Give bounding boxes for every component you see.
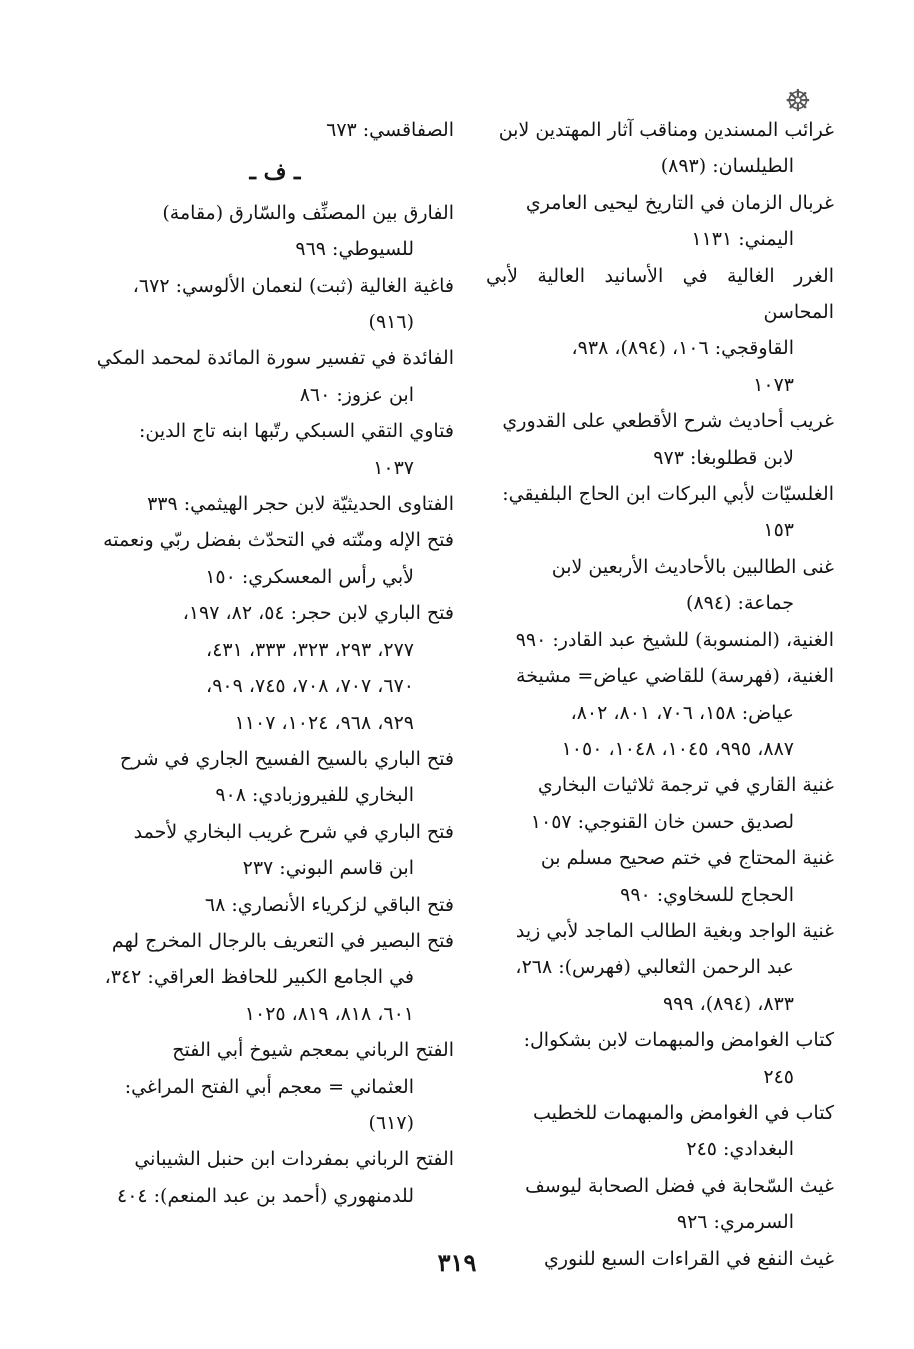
index-entry: [96, 340, 454, 413]
entry-continuation-line: عبد الرحمن الثعالبي (فهرس): ٢٦٨،: [515, 956, 794, 979]
index-entry: [96, 1032, 454, 1141]
entry-title-line: غيث النفع في القراءات السبع للنوري: [543, 1247, 834, 1270]
entry-continuation-line: ٦٧٠، ٧٠٧، ٧٠٨، ٧٤٥، ٩٠٩،: [206, 675, 414, 698]
entry-continuation-line: جماعة: (٨٩٤): [686, 592, 794, 615]
entry-title-line: فتح الباري بالسيح الفسيح الجاري في شرح: [119, 747, 454, 770]
entry-title-line: الفتح الرباني بمفردات ابن حنبل الشيباني: [134, 1148, 454, 1171]
entry-continuation-line: ٢٧٧، ٢٩٣، ٣٢٣، ٣٣٣، ٤٣١،: [206, 638, 414, 661]
entry-title-line: غرائب المسندين ومناقب آثار المهتدين لابن: [498, 119, 834, 141]
index-entry: [96, 268, 454, 341]
entry-title-line: الفتح الرباني بمعجم شيوخ أبي الفتح: [172, 1039, 454, 1062]
entry-continuation-line: ٢٤٥: [763, 1065, 794, 1088]
entry-title-line: الصفاقسي: ٦٧٣: [326, 119, 454, 141]
entry-title-line: الفائدة في تفسير سورة المائدة لمحمد المكي: [96, 347, 454, 370]
entry-continuation-line: لابن قطلوبغا: ٩٧٣: [653, 446, 794, 469]
entry-continuation-line: البخاري للفيروزبادي: ٩٠٨: [215, 784, 414, 807]
entry-continuation-line: ابن عزوز: ٨٦٠: [299, 383, 414, 406]
entry-continuation-line: ٨٨٧، ٩٩٥، ١٠٤٥، ١٠٤٨، ١٠٥٠: [561, 737, 794, 760]
index-entry: [486, 913, 834, 1022]
entry-continuation-line: ١٠٣٧: [373, 456, 414, 479]
index-entry: [486, 258, 834, 404]
entry-continuation-line: البغدادي: ٢٤٥: [686, 1138, 794, 1161]
entry-continuation-line: ٩٢٩، ٩٦٨، ١٠٢٤، ١١٠٧: [234, 711, 414, 734]
index-entry: [486, 476, 834, 549]
right-column: [486, 112, 834, 1277]
entry-title-line: غنية القاري في ترجمة ثلاثيات البخاري: [537, 774, 834, 797]
entry-continuation-line: (٦١٧): [368, 1111, 414, 1134]
entry-continuation-line: اليمني: ١١٣١: [691, 228, 794, 251]
index-entry: [96, 413, 454, 486]
index-entry: [486, 767, 834, 840]
entry-continuation-line: للدمنهوري (أحمد بن عبد المنعم): ٤٠٤: [116, 1184, 414, 1207]
index-entry: [96, 1141, 454, 1214]
letter-heading: ـ ف ـ: [249, 159, 301, 186]
entry-continuation-line: للسيوطي: ٩٦٩: [295, 238, 414, 261]
entry-title-line: كتاب في الغوامض والمبهمات للخطيب: [532, 1101, 834, 1124]
index-entry: [486, 1095, 834, 1168]
index-entry: [486, 112, 834, 185]
entry-title-line: الغنية، (فهرسة) للقاضي عياض= مشيخة: [516, 665, 834, 688]
entry-title-line: غنية الواجد وبغية الطالب الماجد لأبي زيد: [515, 919, 834, 942]
entry-continuation-line: الطيلسان: (٨٩٣): [660, 155, 794, 178]
entry-continuation-line: ٨٣٣، (٨٩٤)، ٩٩٩: [662, 992, 794, 1015]
entry-continuation-line: ٦٠١، ٨١٨، ٨١٩، ١٠٢٥: [244, 1002, 414, 1025]
index-entry: [486, 549, 834, 622]
entry-continuation-line: ١٥٣: [763, 519, 794, 542]
entry-continuation-line: لصديق حسن خان القنوجي: ١٠٥٧: [530, 810, 794, 833]
entry-title-line: فاغية الغالية (ثبت) لنعمان الألوسي: ٦٧٢،: [132, 274, 454, 297]
entry-title-line: غنى الطالبين بالأحاديث الأربعين لابن: [551, 555, 834, 578]
entry-title-line: كتاب الغوامض والمبهمات لابن بشكوال:: [523, 1029, 834, 1052]
index-entry: [96, 486, 454, 522]
index-entry: [486, 1022, 834, 1095]
entry-continuation-line: لأبي رأس المعسكري: ١٥٠: [205, 565, 414, 588]
index-entry: [96, 887, 454, 923]
entry-continuation-line: العثماني = معجم أبي الفتح المراغي:: [124, 1075, 414, 1098]
index-entry: [96, 814, 454, 887]
entry-title-line: غربال الزمان في التاريخ ليحيى العامري: [525, 191, 834, 214]
index-entry: [96, 923, 454, 1032]
entry-title-line: فتح الباري لابن حجر: ٥٤، ٨٢، ١٩٧،: [182, 602, 454, 625]
index-entry: [96, 595, 454, 741]
entry-title-line: فتح الإله ومنّته في التحدّث بفضل ربّي ونعمته: [103, 529, 454, 552]
index-entry: [486, 658, 834, 767]
entry-continuation-line: ابن قاسم البوني: ٢٣٧: [242, 857, 414, 880]
entry-continuation-line: ١٠٧٣: [753, 373, 794, 396]
entry-title-line: الغنية، (المنسوبة) للشيخ عبد القادر: ٩٩٠: [515, 628, 834, 651]
entry-title-line: غيث السّحابة في فضل الصحابة ليوسف: [525, 1174, 834, 1197]
entry-continuation-line: في الجامع الكبير للحافظ العراقي: ٣٤٢،: [104, 966, 414, 989]
entry-title-line: الغرر الغالية في الأسانيد العالية لأبي المحاسن: [486, 264, 834, 324]
index-entry: [96, 522, 454, 595]
entry-title-line: الغلسيّات لأبي البركات ابن الحاج البلفيقي:: [502, 483, 834, 506]
entry-title-line: غريب أحاديث شرح الأقطعي على القدوري: [502, 410, 834, 433]
entry-title-line: فتح الباقي لزكرياء الأنصاري: ٦٨: [204, 893, 454, 916]
entry-title-line: الفارق بين المصنِّف والسّارق (مقامة): [162, 201, 454, 224]
entry-title-line: فتح الباري في شرح غريب البخاري لأحمد: [133, 820, 454, 843]
index-entry: [486, 622, 834, 658]
entry-title-line: فتاوي التقي السبكي رتّبها ابنه تاج الدين:: [139, 420, 454, 443]
index-entry: [96, 741, 454, 814]
entry-title-line: غنية المحتاج في ختم صحيح مسلم بن: [540, 847, 834, 870]
corner-ornament-icon: ☸: [784, 84, 812, 119]
index-entry: [96, 195, 454, 268]
entry-continuation-line: السرمري: ٩٢٦: [676, 1211, 794, 1234]
index-entry: [96, 112, 454, 148]
entry-continuation-line: (٩١٦): [368, 311, 414, 334]
entry-continuation-line: الحجاج للسخاوي: ٩٩٠: [620, 883, 794, 906]
page-number: ٣١٩: [437, 1248, 477, 1277]
left-column: [96, 112, 454, 1214]
entry-title-line: الفتاوى الحديثيّة لابن حجر الهيثمي: ٣٣٩: [147, 493, 454, 516]
entry-title-line: فتح البصير في التعريف بالرجال المخرج لهم: [111, 929, 454, 952]
entry-continuation-line: القاوقجي: ١٠٦، (٨٩٤)، ٩٣٨،: [571, 337, 794, 360]
index-entry: [486, 403, 834, 476]
index-entry: [486, 185, 834, 258]
entry-continuation-line: عياض: ١٥٨، ٧٠٦، ٨٠١، ٨٠٢،: [570, 701, 794, 724]
index-entry: [486, 840, 834, 913]
index-entry: [486, 1168, 834, 1241]
